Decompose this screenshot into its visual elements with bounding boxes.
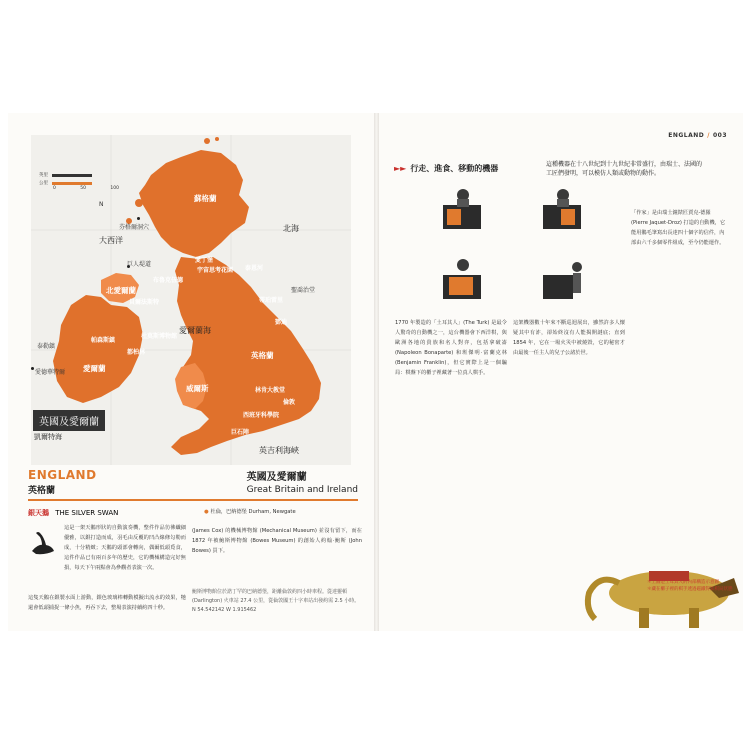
legend-label-miles: 英里 bbox=[39, 173, 48, 178]
footnotes bbox=[647, 579, 737, 593]
right-page bbox=[379, 113, 743, 631]
location-text: 杜倫，巴納德堡 Durham, Newgate bbox=[210, 509, 296, 515]
feature-heading bbox=[394, 163, 498, 174]
label-place-15: 倫敦 bbox=[283, 399, 296, 406]
map-legend bbox=[39, 172, 119, 208]
turk-illustration-2 bbox=[537, 183, 587, 233]
left-page bbox=[8, 113, 374, 631]
label-wales: 威爾斯 bbox=[186, 384, 209, 393]
feature-sidetext: 「作家」是由瑞士鐘錶匠賈克-德羅 (Pierre Jaquet-Droz) 打造的自動機，它能用鵝毛筆寫出長達四十個字的信件，內部由六千多個零件組成，至今仍能運作。 bbox=[631, 210, 726, 246]
page-number: 003 bbox=[712, 132, 727, 139]
label-n-ireland: 北愛爾蘭 bbox=[106, 286, 136, 295]
label-england: 英格蘭 bbox=[251, 351, 274, 360]
label-place-1: 巨人堤道 bbox=[127, 261, 152, 268]
entry-note: 鮑斯博物館位於諾丁罕的巴納德堡，距離倫敦約四小時車程。從達靈頓 (Darlington) 火車站 27.4 公里，從倫敦國王十字車站出發約需 2.5 小時。N 54.542142 W 1.915462 bbox=[192, 589, 360, 613]
label-place-7: 都柏林 bbox=[127, 349, 146, 356]
label-celtic-sea: 凱爾特海 bbox=[34, 433, 62, 441]
region-en: Great Britain and Ireland bbox=[246, 485, 358, 495]
region-zh: 英國及愛爾蘭 bbox=[246, 472, 307, 483]
arrows-icon: ►► bbox=[394, 164, 407, 173]
label-place-5: 泰恩河 bbox=[245, 265, 264, 272]
region-heading bbox=[247, 468, 358, 495]
swan-icon bbox=[28, 529, 58, 557]
legend-label-km: 公里 bbox=[39, 181, 48, 186]
footnote-1: ＊上圖是土耳其人的內部構造示意圖 bbox=[647, 580, 719, 585]
label-place-8: 杜莫斯博物館 bbox=[141, 333, 178, 340]
label-place-0: 芬格爾洞穴 bbox=[119, 224, 150, 231]
label-place-6: 聖喬治堂 bbox=[291, 287, 316, 294]
legend-tick-100: 100 bbox=[110, 186, 119, 191]
entry-location bbox=[204, 508, 296, 515]
label-place-12: 泰勒鎮 bbox=[37, 343, 56, 350]
entry-text-col1: 這是一架天鵝形狀的自動演奏機，整件作品彷彿纖細優雅，以銀打造而成，羽毛由反覆的凹凸線條勾勒而成，十分精緻；天鵝的頭部會轉向，偶爾低頭覓食，這件作品已有兩百多年的歷史，它的機械構造完好無損，每天下午兩點會為參觀者表演一次。 bbox=[64, 525, 186, 571]
turk-illustration-3 bbox=[437, 253, 487, 303]
footnote-2: ＊藏在櫃子裡的棋手透過磁鐵得知棋局狀態 bbox=[647, 587, 733, 592]
elephant-automaton-image bbox=[559, 553, 749, 633]
running-head: ENGLAND / 003 bbox=[668, 132, 727, 139]
marker-fingal bbox=[137, 217, 140, 220]
label-channel: 英吉利海峽 bbox=[259, 446, 299, 455]
label-scotland: 蘇格蘭 bbox=[194, 194, 217, 203]
section-zh: 英格蘭 bbox=[28, 486, 56, 496]
label-atlantic: 大西洋 bbox=[99, 236, 123, 245]
label-place-11: 蒂珀雷里 bbox=[259, 297, 284, 304]
label-place-13: 愛德華特爾 bbox=[35, 369, 66, 376]
legend-tick-50: 50 bbox=[80, 186, 86, 191]
location-pin-icon: ● bbox=[204, 509, 209, 515]
label-place-2: 布魯克伍德 bbox=[153, 277, 184, 284]
north-arrow-icon: N bbox=[99, 201, 104, 208]
section-heading bbox=[28, 468, 97, 496]
label-irish-sea: 愛爾蘭海 bbox=[179, 326, 211, 335]
label-north-sea: 北海 bbox=[283, 224, 299, 233]
label-place-17: 西班牙科學院 bbox=[243, 412, 280, 419]
runhead-section: ENGLAND bbox=[668, 132, 705, 139]
marker-west bbox=[31, 367, 34, 370]
label-place-4: 宇宙思考花園 bbox=[197, 267, 234, 274]
section-en: ENGLAND bbox=[28, 468, 97, 482]
label-place-10: 貝爾法斯特 bbox=[129, 299, 160, 306]
turk-illustration-1 bbox=[437, 183, 487, 233]
label-place-33: 鄧迪 bbox=[275, 319, 288, 326]
section-rule bbox=[28, 499, 358, 501]
map-title: 英國及愛爾蘭 bbox=[33, 410, 105, 431]
legend-tick-0: 0 bbox=[53, 186, 56, 191]
entry-text-col1b: 這隻天鵝在銀製水面上游動，銀色玻璃棒轉動模擬出流水的效果，牠還會低頭捕捉一條小魚，再吞下去，整場表演持續約四十秒。 bbox=[28, 595, 186, 611]
entry-text-col2: (James Cox) 的機械博物館 (Mechanical Museum) 並沒有留下，而在 1872 年被鮑斯博物館 (Bowes Museum) 的創始人約翰·鮑斯 (John Bowes) 買下。 bbox=[192, 528, 362, 554]
feature-title: 行走、進食、移動的機器 bbox=[410, 164, 499, 173]
label-place-14: 林肯大教堂 bbox=[255, 387, 286, 394]
turk-illustration-4 bbox=[537, 253, 587, 303]
label-place-16: 巨石陣 bbox=[231, 429, 250, 436]
label-place-9: 帕森斯鎮 bbox=[91, 337, 116, 344]
label-ireland: 愛爾蘭 bbox=[83, 364, 106, 373]
entry-title-en: THE SILVER SWAN bbox=[55, 509, 119, 517]
label-place-3: 愛丁堡 bbox=[195, 257, 214, 264]
entry-title-zh: 銀天鵝 bbox=[28, 509, 49, 517]
feature-intro: 這種機器在十八世紀到十九世紀非常盛行，由瑞士、法國的工匠們發明，可以模仿人類或動物的動作。 bbox=[546, 161, 703, 177]
entry-heading bbox=[28, 508, 118, 518]
book-spread bbox=[8, 113, 743, 631]
feature-text-col2: 這架機器數十年來不斷巡迴展出，雖然許多人懷疑其中有詐，卻始終沒有人能揭開謎底；直到 1854 年，它在一場火災中被燒毀，它的秘密才由最後一任主人的兒子公諸於世。 bbox=[513, 320, 625, 356]
feature-text-col1: 1770 年製造的「土耳其人」(The Turk) 是最令人驚奇的自動機之一，這台機器會下西洋棋，與歐洲各地的貴族和名人對弈，包括拿破崙 (Napoleon Bonaparte) 和班傑明·富蘭克林 (Benjamin Franklin)，但它實際上是一個騙局：棋盤下的櫃子裡藏著一位真人棋手。 bbox=[395, 320, 507, 376]
